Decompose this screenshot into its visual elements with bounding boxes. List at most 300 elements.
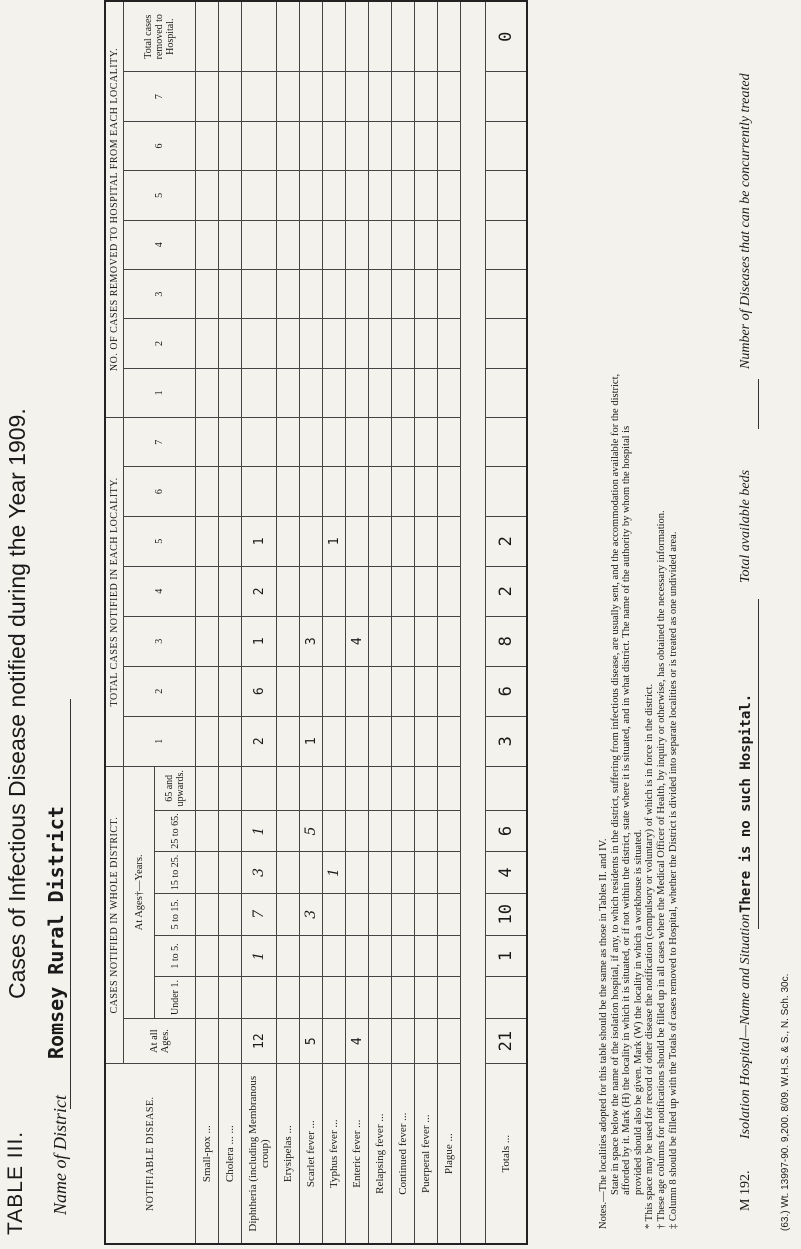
hospital-cell (438, 319, 461, 368)
age-cell (277, 766, 300, 810)
age-cell (415, 935, 438, 976)
isolation-hospital-label: Isolation Hospital—Name and Situation (738, 913, 753, 1139)
locality-cell: 2 (242, 566, 277, 616)
locality-cell (369, 467, 392, 516)
locality-cell (346, 566, 369, 616)
disease-name: Cholera ... ... (219, 1064, 242, 1244)
disease-name: Scarlet fever ... (300, 1064, 323, 1244)
age-cell (369, 810, 392, 851)
age-cell (438, 810, 461, 851)
age-cell (415, 977, 438, 1019)
disease-name: Puerperal fever ... (415, 1064, 438, 1244)
age-cell: 1 (486, 935, 528, 976)
age-cell: 3 (300, 893, 323, 935)
hospital-cell (300, 171, 323, 220)
hospital-cell (242, 319, 277, 368)
locality-cell: 6 (242, 666, 277, 716)
hospital-cell (415, 72, 438, 121)
hospital-cell (486, 121, 528, 170)
table-row (392, 1, 415, 1244)
age-cell (300, 977, 323, 1019)
age-cell (369, 977, 392, 1019)
locality-cell (196, 716, 219, 766)
age-cell (323, 935, 346, 976)
hospital-cell (415, 319, 438, 368)
age-cell (438, 893, 461, 935)
isolation-hospital-row (738, 19, 768, 1229)
table-row (277, 1, 300, 1244)
age-cell: 1 (242, 810, 277, 851)
table-row (438, 1, 461, 1244)
hospital-locality-col: 1 (124, 368, 196, 417)
locality-cell (277, 566, 300, 616)
hospital-cell (438, 220, 461, 269)
age-col-5-to-15: 5 to 15. (155, 893, 196, 935)
hospital-cell (369, 269, 392, 318)
isolation-underline (758, 599, 759, 929)
hospital-cell (438, 171, 461, 220)
hospital-cell (392, 368, 415, 417)
locality-cell (438, 716, 461, 766)
locality-cell (346, 716, 369, 766)
table-row (369, 1, 392, 1244)
available-beds-label: Total available beds (738, 469, 753, 583)
locality-cell (415, 467, 438, 516)
locality-cell (277, 616, 300, 666)
age-cell (392, 893, 415, 935)
hospital-total-cell (438, 1, 461, 72)
table-row (346, 1, 369, 1244)
locality-col: 1 (124, 716, 196, 766)
age-cell: 1 (242, 935, 277, 976)
locality-cell (392, 566, 415, 616)
age-cell: 1 (323, 852, 346, 893)
table-row (415, 1, 438, 1244)
hospital-cell (323, 368, 346, 417)
page-header (0, 0, 82, 1249)
hospital-cell (219, 171, 242, 220)
at-all-ages-header: At all Ages. (124, 1018, 196, 1063)
locality-cell (415, 516, 438, 566)
hospital-cell (219, 72, 242, 121)
locality-cell (300, 566, 323, 616)
hospital-cell (219, 368, 242, 417)
form-number: M 192. (738, 1170, 753, 1211)
hospital-cell (486, 220, 528, 269)
locality-cell: 1 (242, 516, 277, 566)
hospital-cell (369, 171, 392, 220)
age-cell (219, 935, 242, 976)
locality-cell (196, 616, 219, 666)
table-body (196, 1, 528, 1244)
age-cell (323, 893, 346, 935)
locality-cell (242, 418, 277, 467)
hospital-cell (300, 368, 323, 417)
age-cell (346, 893, 369, 935)
locality-cell (369, 666, 392, 716)
spacer-cell (461, 1, 486, 1244)
locality-cell (277, 716, 300, 766)
locality-cell: 8 (486, 616, 528, 666)
hospital-cell (323, 269, 346, 318)
hospital-cell (300, 72, 323, 121)
locality-cell (346, 418, 369, 467)
hospital-cell (196, 368, 219, 417)
age-cell (346, 810, 369, 851)
age-cell (486, 977, 528, 1019)
beds-underline (758, 379, 759, 429)
locality-cell (438, 418, 461, 467)
notes-block (598, 29, 679, 1229)
locality-cell (438, 616, 461, 666)
hospital-cell (369, 220, 392, 269)
locality-cell (219, 467, 242, 516)
hospital-cell (346, 72, 369, 121)
age-cell (438, 935, 461, 976)
locality-col: 3 (124, 616, 196, 666)
hospital-cell (323, 220, 346, 269)
age-cell (415, 766, 438, 810)
whole-district-header: CASES NOTIFIED IN WHOLE DISTRICT. (105, 766, 124, 1064)
all-ages-cell (369, 1018, 392, 1063)
diseases-treated-label: Number of Diseases that can be concurrently treated (738, 73, 753, 369)
locality-cell (277, 516, 300, 566)
hospital-locality-col: 6 (124, 121, 196, 170)
age-cell (369, 893, 392, 935)
age-cell (219, 977, 242, 1019)
all-ages-cell (196, 1018, 219, 1063)
hospital-cell (242, 368, 277, 417)
locality-cell (219, 566, 242, 616)
table-number: TABLE III. (4, 1130, 27, 1235)
age-cell (346, 977, 369, 1019)
locality-cell: 2 (486, 516, 528, 566)
hospital-cell (438, 121, 461, 170)
hospital-total-cell: 0 (486, 1, 528, 72)
age-col-under-1: Under 1. (155, 977, 196, 1019)
locality-cell (323, 666, 346, 716)
locality-cell (323, 716, 346, 766)
locality-cell: 1 (242, 616, 277, 666)
hospital-total-cell (415, 1, 438, 72)
hospital-cell (219, 220, 242, 269)
age-cell (323, 810, 346, 851)
age-cell (438, 852, 461, 893)
hospital-cell (392, 319, 415, 368)
locality-cell (369, 418, 392, 467)
hospital-cell (346, 269, 369, 318)
hospital-cell (346, 121, 369, 170)
locality-cell (415, 716, 438, 766)
locality-cell (196, 516, 219, 566)
age-cell (300, 852, 323, 893)
disease-name: Plague ... (438, 1064, 461, 1244)
locality-cell (415, 616, 438, 666)
locality-cell (438, 467, 461, 516)
hospital-total-cell (300, 1, 323, 72)
locality-cell: 1 (300, 716, 323, 766)
locality-cell (277, 418, 300, 467)
hospital-cell (369, 319, 392, 368)
age-col-25-to-65: 25 to 65. (155, 810, 196, 851)
all-ages-cell (415, 1018, 438, 1063)
locality-cell (415, 566, 438, 616)
age-cell (219, 766, 242, 810)
age-cell: 7 (242, 893, 277, 935)
all-ages-cell (219, 1018, 242, 1063)
locality-cell (323, 418, 346, 467)
age-cell: 6 (486, 810, 528, 851)
age-cell (415, 852, 438, 893)
hospital-cell (415, 171, 438, 220)
hospital-cell (438, 72, 461, 121)
hospital-locality-col: 4 (124, 220, 196, 269)
hospital-cell (323, 171, 346, 220)
hospital-cell (277, 319, 300, 368)
hospital-cell (219, 121, 242, 170)
note-line: Notes.—The localities adopted for this table should be the same as those in Tables II. and IV. (598, 838, 609, 1229)
hospital-cell (392, 220, 415, 269)
locality-cell (392, 666, 415, 716)
disease-name: Typhus fever ... (323, 1064, 346, 1244)
age-cell (369, 766, 392, 810)
locality-cell (392, 616, 415, 666)
hospital-cell (242, 220, 277, 269)
all-ages-cell: 21 (486, 1018, 528, 1063)
locality-cell (346, 666, 369, 716)
hospital-locality-col: 7 (124, 72, 196, 121)
removed-to-hospital-header: NO. OF CASES REMOVED TO HOSPITAL FROM EACH LOCALITY. (105, 1, 124, 418)
disease-name: Small-pox ... (196, 1064, 219, 1244)
hospital-total-cell (392, 1, 415, 72)
age-cell (300, 766, 323, 810)
hospital-cell (196, 72, 219, 121)
hospital-cell (346, 319, 369, 368)
locality-cell (323, 566, 346, 616)
district-label: Name of District (50, 1095, 70, 1215)
locality-cell (392, 418, 415, 467)
each-locality-header: TOTAL CASES NOTIFIED IN EACH LOCALITY. (105, 418, 124, 767)
hospital-cell (346, 220, 369, 269)
hospital-total-cell (323, 1, 346, 72)
age-group-header: At Ages†—Years. (124, 766, 155, 1018)
age-cell: 5 (300, 810, 323, 851)
hospital-total-cell (277, 1, 300, 72)
locality-cell (486, 418, 528, 467)
locality-cell (438, 566, 461, 616)
spacer-row (461, 1, 486, 1244)
note-line: State in space below the name of the isolation hospital, if any, to which residents in the district, suffering from infectious disease, are usually sent, and the accommodation available for the district, (609, 373, 621, 1195)
hospital-locality-col: 2 (124, 319, 196, 368)
hospital-cell (196, 269, 219, 318)
age-col-1-to-5: 1 to 5. (155, 935, 196, 976)
locality-cell (438, 666, 461, 716)
printer-imprint: (63.) Wt. 13997-90. 9,200. 8/09. W.H.S. & S., N. Sch. 30c. (780, 973, 791, 1231)
locality-cell (300, 666, 323, 716)
locality-cell (277, 666, 300, 716)
age-cell (346, 766, 369, 810)
disease-name: Enteric fever ... (346, 1064, 369, 1244)
all-ages-cell (323, 1018, 346, 1063)
locality-cell (486, 467, 528, 516)
hospital-cell (415, 269, 438, 318)
age-cell: 3 (242, 852, 277, 893)
hospital-cell (242, 121, 277, 170)
table-row (242, 1, 277, 1244)
age-cell (438, 977, 461, 1019)
hospital-cell (392, 171, 415, 220)
hospital-cell (300, 220, 323, 269)
locality-cell (415, 418, 438, 467)
hospital-total-cell (369, 1, 392, 72)
locality-cell (300, 467, 323, 516)
age-cell (346, 935, 369, 976)
age-cell (219, 852, 242, 893)
hospital-cell (392, 121, 415, 170)
hospital-total-cell (346, 1, 369, 72)
locality-cell: 2 (242, 716, 277, 766)
age-cell (415, 810, 438, 851)
hospital-cell (323, 319, 346, 368)
age-cell (242, 977, 277, 1019)
infectious-disease-table (104, 0, 528, 1245)
age-cell (196, 893, 219, 935)
age-cell (277, 810, 300, 851)
disease-name: Erysipelas ... (277, 1064, 300, 1244)
hospital-locality-col: 5 (124, 171, 196, 220)
age-cell (392, 852, 415, 893)
hospital-cell (242, 269, 277, 318)
locality-cell (369, 566, 392, 616)
hospital-cell (323, 121, 346, 170)
hospital-total-cell (219, 1, 242, 72)
hospital-cell (219, 319, 242, 368)
hospital-cell (438, 368, 461, 417)
note-line: ‡ Column 8 should be filled up with the Totals of cases removed to Hospital, whether the District is divided into separate localities or is treated as one undivided area. (667, 531, 679, 1229)
locality-cell (196, 666, 219, 716)
age-cell (196, 977, 219, 1019)
age-cell (346, 852, 369, 893)
locality-cell: 1 (323, 516, 346, 566)
locality-cell (392, 516, 415, 566)
hospital-cell (242, 72, 277, 121)
hospital-cell (486, 269, 528, 318)
district-name: Romsey Rural District (44, 806, 68, 1059)
locality-col: 4 (124, 566, 196, 616)
hospital-cell (277, 269, 300, 318)
table-row (196, 1, 219, 1244)
hospital-cell (486, 319, 528, 368)
hospital-total-cell (196, 1, 219, 72)
locality-cell (415, 666, 438, 716)
locality-cell (346, 516, 369, 566)
hospital-cell (277, 171, 300, 220)
locality-cell (438, 516, 461, 566)
locality-cell (196, 566, 219, 616)
age-cell (392, 935, 415, 976)
locality-col: 6 (124, 467, 196, 516)
hospital-cell (486, 171, 528, 220)
hospital-cell (300, 121, 323, 170)
hospital-cell (196, 319, 219, 368)
table-row (323, 1, 346, 1244)
all-ages-cell: 4 (346, 1018, 369, 1063)
hospital-cell (277, 121, 300, 170)
hospital-cell (196, 121, 219, 170)
hospital-cell (369, 368, 392, 417)
age-col-65-up: 65 and upwards. (155, 766, 196, 810)
locality-cell: 4 (346, 616, 369, 666)
locality-col: 2 (124, 666, 196, 716)
hospital-cell (277, 220, 300, 269)
hospital-cell (486, 368, 528, 417)
hospital-cell (277, 72, 300, 121)
age-cell (438, 766, 461, 810)
hospital-cell (415, 220, 438, 269)
age-cell (277, 935, 300, 976)
totals-row (486, 1, 528, 1244)
hospital-total-cell (242, 1, 277, 72)
table-row (219, 1, 242, 1244)
age-cell (415, 893, 438, 935)
all-ages-cell: 12 (242, 1018, 277, 1063)
disease-name: Continued fever ... (392, 1064, 415, 1244)
hospital-cell (486, 72, 528, 121)
locality-cell (369, 616, 392, 666)
hospital-cell (415, 368, 438, 417)
locality-cell: 3 (486, 716, 528, 766)
locality-cell: 6 (486, 666, 528, 716)
age-col-15-to-25: 15 to 25. (155, 852, 196, 893)
locality-col: 5 (124, 516, 196, 566)
age-cell: 10 (486, 893, 528, 935)
all-ages-cell (392, 1018, 415, 1063)
age-cell (300, 935, 323, 976)
hospital-cell (392, 269, 415, 318)
age-cell (242, 766, 277, 810)
age-cell (486, 766, 528, 810)
locality-cell: 3 (300, 616, 323, 666)
isolation-hospital-value: There is no such Hospital. (738, 693, 754, 913)
hospital-cell (196, 171, 219, 220)
age-cell (277, 977, 300, 1019)
age-cell (323, 766, 346, 810)
hospital-cell (219, 269, 242, 318)
hospital-total-header: Total cases removed to Hospital. (124, 1, 196, 72)
hospital-cell (415, 121, 438, 170)
hospital-cell (392, 72, 415, 121)
locality-cell (196, 418, 219, 467)
hospital-cell (196, 220, 219, 269)
hospital-cell (369, 72, 392, 121)
locality-cell (219, 616, 242, 666)
age-cell (277, 852, 300, 893)
age-cell (196, 810, 219, 851)
locality-cell (323, 467, 346, 516)
all-ages-cell (438, 1018, 461, 1063)
hospital-cell (346, 171, 369, 220)
disease-name: Totals ... (486, 1064, 528, 1244)
age-cell (196, 935, 219, 976)
locality-cell (392, 716, 415, 766)
locality-cell (300, 516, 323, 566)
locality-cell (219, 716, 242, 766)
disease-name: Diphtheria (including Membranous croup) (242, 1064, 277, 1244)
locality-cell (369, 516, 392, 566)
age-cell (219, 893, 242, 935)
age-cell (392, 766, 415, 810)
age-cell (369, 852, 392, 893)
